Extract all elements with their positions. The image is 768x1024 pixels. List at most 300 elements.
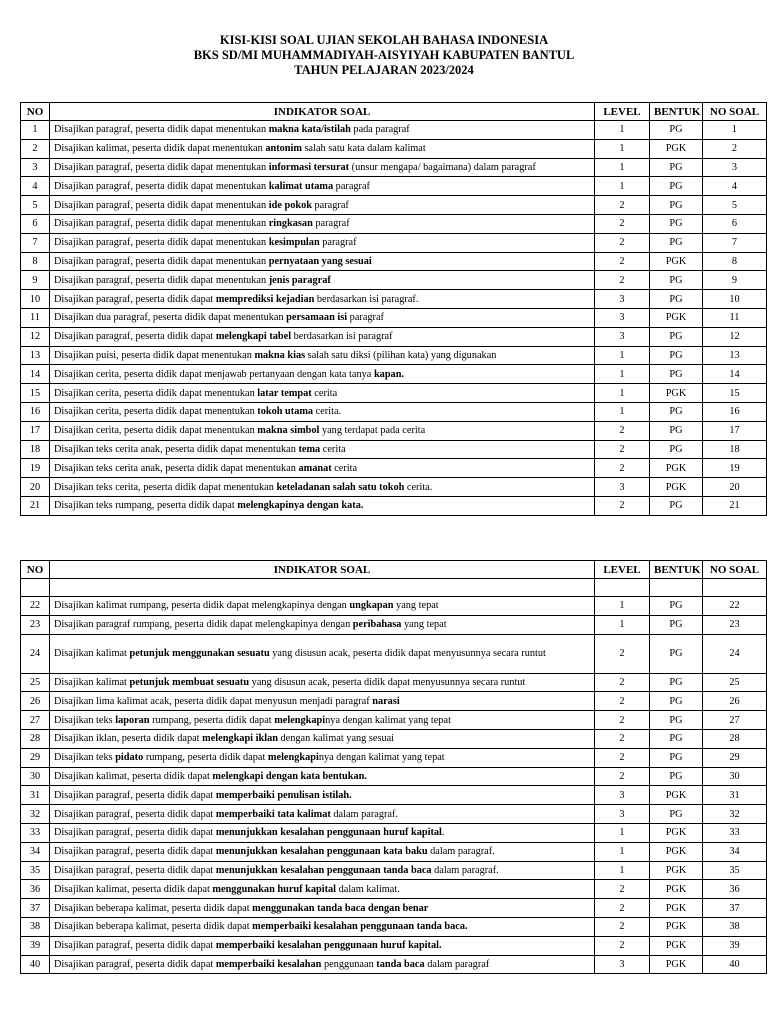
- cell-bentuk: PG: [650, 177, 703, 196]
- indikator-text: Disajikan paragraf, peserta didik dapat menentukan: [54, 274, 269, 286]
- indikator-keyword: memperbaiki kesalahan penggunaan tanda baca.: [252, 921, 468, 933]
- cell-indikator: [50, 955, 595, 974]
- cell-indikator: [50, 899, 595, 918]
- cell-no-soal: 7: [703, 233, 767, 252]
- cell-no: 15: [21, 384, 50, 403]
- indikator-keyword: persamaan isi: [286, 312, 348, 324]
- cell-level: 1: [595, 384, 650, 403]
- cell-indikator: [50, 421, 595, 440]
- indikator-text: Disajikan lima kalimat acak, peserta didik dapat menyusun menjadi paragraf: [54, 695, 373, 707]
- cell-no: 9: [21, 271, 50, 290]
- cell-bentuk: PG: [650, 692, 703, 711]
- empty-cell: [21, 579, 50, 597]
- cell-level: 3: [595, 290, 650, 309]
- cell-indikator: [50, 271, 595, 290]
- table-row: [21, 365, 767, 384]
- table-row: [21, 196, 767, 215]
- indikator-keyword: menunjukkan kesalahan penggunaan huruf kapital: [215, 827, 442, 839]
- cell-no-soal: 9: [703, 271, 767, 290]
- cell-no: 33: [21, 823, 50, 842]
- table-row: [21, 955, 767, 974]
- indikator-keyword: melengkapi: [267, 752, 319, 764]
- indikator-text: paragraf: [312, 218, 350, 230]
- table-row: [21, 402, 767, 421]
- cell-level: 2: [595, 880, 650, 899]
- cell-no-soal: 23: [703, 615, 767, 634]
- indikator-keyword: kesimpulan: [268, 237, 320, 249]
- cell-no: 39: [21, 936, 50, 955]
- cell-level: 2: [595, 214, 650, 233]
- cell-level: 2: [595, 634, 650, 673]
- indikator-text: dalam paragraf: [424, 958, 490, 970]
- indikator-text: Disajikan paragraf, peserta didik dapat menentukan: [54, 124, 269, 136]
- cell-level: 1: [595, 346, 650, 365]
- indikator-keyword: petunjuk membuat sesuatu: [129, 676, 250, 688]
- indikator-text: yang disusun acak, peserta didik dapat menyusunnya secara runtut: [269, 648, 546, 660]
- cell-indikator: [50, 767, 595, 786]
- indikator-keyword: menunjukkan kesalahan penggunaan tanda baca: [215, 864, 432, 876]
- table-row: [21, 805, 767, 824]
- indikator-text: nya dengan kalimat yang tepat: [318, 752, 445, 764]
- indikator-keyword: jenis paragraf: [268, 274, 331, 286]
- indikator-text: paragraf: [347, 312, 384, 324]
- cell-bentuk: PG: [650, 327, 703, 346]
- cell-no-soal: 29: [703, 748, 767, 767]
- cell-no-soal: 3: [703, 158, 767, 177]
- table-header-row: [21, 103, 767, 121]
- indikator-keyword: laporan: [115, 714, 150, 726]
- col-header-bentuk: BENTUK: [650, 561, 703, 579]
- cell-no-soal: 16: [703, 402, 767, 421]
- cell-no: 6: [21, 214, 50, 233]
- indikator-keyword: ide pokok: [268, 199, 312, 211]
- cell-bentuk: PGK: [650, 786, 703, 805]
- indikator-text: Disajikan paragraf, peserta didik dapat: [54, 808, 216, 820]
- cell-level: 2: [595, 711, 650, 730]
- cell-level: 2: [595, 440, 650, 459]
- cell-no-soal: 24: [703, 634, 767, 673]
- cell-indikator: [50, 496, 595, 515]
- indikator-keyword: antonim: [265, 143, 302, 155]
- cell-no-soal: 26: [703, 692, 767, 711]
- indikator-keyword: melengkapi iklan: [202, 733, 278, 745]
- cell-bentuk: PG: [650, 290, 703, 309]
- indikator-text: dalam paragraf.: [427, 846, 495, 858]
- cell-no: 20: [21, 478, 50, 497]
- cell-bentuk: PG: [650, 440, 703, 459]
- cell-no-soal: 13: [703, 346, 767, 365]
- indikator-keyword: memperbaiki tata kalimat: [215, 808, 331, 820]
- cell-bentuk: PGK: [650, 880, 703, 899]
- kisi-kisi-table-2: [20, 560, 767, 974]
- indikator-text: yang disusun acak, peserta didik dapat menyusunnya secara runtut: [249, 676, 526, 688]
- indikator-text: Disajikan paragraf, peserta didik dapat menentukan: [54, 237, 269, 249]
- cell-bentuk: PG: [650, 365, 703, 384]
- cell-no-soal: 28: [703, 729, 767, 748]
- cell-indikator: [50, 308, 595, 327]
- indikator-text: Disajikan beberapa kalimat, peserta didik dapat: [54, 921, 253, 933]
- indikator-keyword: memprediksi kejadian: [215, 293, 315, 305]
- table-row: [21, 729, 767, 748]
- indikator-text: cerita.: [313, 406, 342, 418]
- cell-bentuk: PG: [650, 271, 703, 290]
- indikator-text: Disajikan cerita, peserta didik dapat menjawab pertanyaan dengan kata tanya: [54, 368, 374, 380]
- indikator-text: nya dengan kalimat yang tepat: [325, 714, 451, 726]
- indikator-keyword: narasi: [372, 695, 400, 707]
- cell-bentuk: PG: [650, 196, 703, 215]
- indikator-keyword: melengkapi: [274, 714, 326, 726]
- cell-level: 2: [595, 729, 650, 748]
- header-year: TAHUN PELAJARAN 2023/2024: [294, 63, 474, 77]
- cell-bentuk: PGK: [650, 139, 703, 158]
- cell-no: 40: [21, 955, 50, 974]
- indikator-keyword: kapan.: [373, 368, 404, 380]
- cell-indikator: [50, 634, 595, 673]
- cell-indikator: [50, 402, 595, 421]
- cell-level: 1: [595, 177, 650, 196]
- cell-no: 19: [21, 459, 50, 478]
- cell-level: 3: [595, 327, 650, 346]
- cell-level: 1: [595, 365, 650, 384]
- cell-level: 1: [595, 615, 650, 634]
- col-header-no: NO: [21, 103, 50, 121]
- cell-indikator: [50, 880, 595, 899]
- cell-no-soal: 4: [703, 177, 767, 196]
- cell-indikator: [50, 673, 595, 692]
- cell-bentuk: PGK: [650, 899, 703, 918]
- cell-indikator: [50, 748, 595, 767]
- empty-cell: [595, 579, 650, 597]
- cell-bentuk: PG: [650, 402, 703, 421]
- cell-no: 18: [21, 440, 50, 459]
- indikator-keyword: amanat: [298, 462, 332, 474]
- indikator-text: yang tepat: [393, 600, 439, 612]
- cell-no-soal: 37: [703, 899, 767, 918]
- table-row: [21, 634, 767, 673]
- cell-no-soal: 19: [703, 459, 767, 478]
- indikator-keyword: pidato: [115, 752, 144, 764]
- cell-bentuk: PG: [650, 597, 703, 616]
- cell-indikator: [50, 327, 595, 346]
- indikator-text: Disajikan kalimat rumpang, peserta didik dapat melengkapinya dengan: [54, 600, 350, 612]
- indikator-keyword: memperbaiki kesalahan: [215, 958, 322, 970]
- empty-cell: [703, 579, 767, 597]
- empty-cell: [650, 579, 703, 597]
- table-row: [21, 177, 767, 196]
- indikator-keyword: melengkapi dengan kata bentukan.: [212, 770, 367, 782]
- indikator-text: Disajikan teks cerita, peserta didik dapat menentukan: [54, 481, 277, 493]
- table-row: [21, 440, 767, 459]
- cell-bentuk: PG: [650, 748, 703, 767]
- table-row: [21, 459, 767, 478]
- cell-no-soal: 38: [703, 917, 767, 936]
- indikator-text: rumpang, peserta didik dapat: [149, 714, 275, 726]
- indikator-keyword: informasi tersurat: [268, 161, 350, 173]
- indikator-text: Disajikan paragraf rumpang, peserta didik dapat melengkapinya dengan: [54, 619, 353, 631]
- cell-indikator: [50, 692, 595, 711]
- indikator-keyword: latar tempat: [257, 387, 312, 399]
- cell-no-soal: 14: [703, 365, 767, 384]
- indikator-keyword: tema: [298, 443, 321, 455]
- indikator-text: Disajikan kalimat, peserta didik dapat menentukan: [54, 143, 266, 155]
- cell-level: 1: [595, 158, 650, 177]
- indikator-text: Disajikan teks cerita anak, peserta didik dapat menentukan: [54, 443, 299, 455]
- table-row: [21, 786, 767, 805]
- cell-level: 3: [595, 805, 650, 824]
- cell-no: 30: [21, 767, 50, 786]
- cell-bentuk: PG: [650, 711, 703, 730]
- cell-no-soal: 2: [703, 139, 767, 158]
- cell-no: 14: [21, 365, 50, 384]
- cell-level: 1: [595, 139, 650, 158]
- indikator-text: Disajikan teks: [54, 752, 116, 764]
- kisi-kisi-table-1: [20, 102, 767, 516]
- cell-bentuk: PG: [650, 634, 703, 673]
- cell-no-soal: 35: [703, 861, 767, 880]
- indikator-text: Disajikan paragraf, peserta didik dapat: [54, 331, 216, 343]
- cell-no-soal: 39: [703, 936, 767, 955]
- cell-bentuk: PGK: [650, 384, 703, 403]
- cell-no: 16: [21, 402, 50, 421]
- cell-indikator: [50, 158, 595, 177]
- cell-no: 25: [21, 673, 50, 692]
- indikator-text: dalam kalimat.: [336, 883, 400, 895]
- indikator-text: Disajikan kalimat: [54, 648, 130, 660]
- table-row: [21, 823, 767, 842]
- indikator-text: Disajikan paragraf, peserta didik dapat: [54, 846, 216, 858]
- indikator-keyword: makna kata/istilah: [268, 124, 351, 136]
- cell-no-soal: 8: [703, 252, 767, 271]
- cell-no-soal: 1: [703, 121, 767, 140]
- indikator-text: yang terdapat pada cerita: [319, 425, 426, 437]
- cell-no: 7: [21, 233, 50, 252]
- indikator-keyword: keteladanan salah satu tokoh: [276, 481, 405, 493]
- indikator-text: pada paragraf: [350, 124, 410, 136]
- indikator-text: cerita: [320, 443, 346, 455]
- empty-cell: [50, 579, 595, 597]
- cell-level: 2: [595, 233, 650, 252]
- cell-level: 3: [595, 308, 650, 327]
- cell-no-soal: 30: [703, 767, 767, 786]
- indikator-text: Disajikan paragraf, peserta didik dapat menentukan: [54, 255, 269, 267]
- indikator-text: cerita.: [404, 481, 433, 493]
- cell-no-soal: 32: [703, 805, 767, 824]
- indikator-text: Disajikan puisi, peserta didik dapat menentukan: [54, 349, 255, 361]
- indikator-keyword: menggunakan huruf kapital: [212, 883, 337, 895]
- table-row: [21, 271, 767, 290]
- cell-level: 1: [595, 823, 650, 842]
- indikator-text: Disajikan paragraf, peserta didik dapat menentukan: [54, 218, 269, 230]
- col-header-level: LEVEL: [595, 103, 650, 121]
- indikator-keyword: makna simbol: [257, 425, 320, 437]
- cell-bentuk: PGK: [650, 478, 703, 497]
- cell-indikator: [50, 196, 595, 215]
- col-header-indikator: INDIKATOR SOAL: [50, 561, 595, 579]
- col-header-no-soal: NO SOAL: [703, 103, 767, 121]
- cell-no-soal: 20: [703, 478, 767, 497]
- table-row: [21, 252, 767, 271]
- cell-indikator: [50, 711, 595, 730]
- cell-no: 22: [21, 597, 50, 616]
- table-row: [21, 936, 767, 955]
- cell-level: 1: [595, 402, 650, 421]
- indikator-keyword: melengkapi tabel: [215, 331, 292, 343]
- cell-level: 3: [595, 955, 650, 974]
- cell-no-soal: 21: [703, 496, 767, 515]
- indikator-text: Disajikan kalimat, peserta didik dapat: [54, 770, 213, 782]
- cell-indikator: [50, 121, 595, 140]
- indikator-text: .: [441, 827, 445, 839]
- cell-indikator: [50, 214, 595, 233]
- cell-no: 36: [21, 880, 50, 899]
- indikator-text: rumpang, peserta didik dapat: [143, 752, 268, 764]
- table-row: [21, 421, 767, 440]
- indikator-text: Disajikan paragraf, peserta didik dapat menentukan: [54, 180, 269, 192]
- table-row: [21, 139, 767, 158]
- indikator-text: Disajikan kalimat: [54, 676, 130, 688]
- cell-indikator: [50, 823, 595, 842]
- table-row: [21, 899, 767, 918]
- cell-no-soal: 40: [703, 955, 767, 974]
- cell-no: 2: [21, 139, 50, 158]
- cell-no-soal: 11: [703, 308, 767, 327]
- cell-no: 13: [21, 346, 50, 365]
- cell-bentuk: PGK: [650, 252, 703, 271]
- cell-level: 2: [595, 196, 650, 215]
- cell-level: 2: [595, 252, 650, 271]
- cell-level: 1: [595, 121, 650, 140]
- table-row: [21, 597, 767, 616]
- cell-indikator: [50, 365, 595, 384]
- cell-indikator: [50, 346, 595, 365]
- header-subtitle: BKS SD/MI MUHAMMADIYAH-AISYIYAH KABUPATEN BANTUL: [193, 48, 575, 62]
- cell-level: 2: [595, 692, 650, 711]
- cell-no-soal: 5: [703, 196, 767, 215]
- cell-bentuk: PG: [650, 673, 703, 692]
- cell-no: 26: [21, 692, 50, 711]
- cell-no: 3: [21, 158, 50, 177]
- table-row: [21, 384, 767, 403]
- cell-no-soal: 10: [703, 290, 767, 309]
- cell-level: 2: [595, 917, 650, 936]
- col-header-level: LEVEL: [595, 561, 650, 579]
- indikator-text: yang tepat: [401, 619, 447, 631]
- cell-bentuk: PG: [650, 214, 703, 233]
- indikator-text: Disajikan cerita, peserta didik dapat menentukan: [54, 387, 258, 399]
- cell-bentuk: PG: [650, 158, 703, 177]
- cell-bentuk: PG: [650, 346, 703, 365]
- cell-no: 27: [21, 711, 50, 730]
- cell-level: 3: [595, 786, 650, 805]
- table-row: [21, 861, 767, 880]
- cell-no: 17: [21, 421, 50, 440]
- indikator-text: dalam paragraf.: [330, 808, 398, 820]
- table-row: [21, 496, 767, 515]
- cell-bentuk: PGK: [650, 861, 703, 880]
- cell-bentuk: PG: [650, 233, 703, 252]
- cell-no-soal: 18: [703, 440, 767, 459]
- cell-no: 28: [21, 729, 50, 748]
- cell-no: 8: [21, 252, 50, 271]
- indikator-text: Disajikan cerita, peserta didik dapat menentukan: [54, 406, 258, 418]
- cell-indikator: [50, 139, 595, 158]
- cell-no-soal: 27: [703, 711, 767, 730]
- indikator-keyword: tokoh utama: [257, 406, 314, 418]
- indikator-text: Disajikan teks rumpang, peserta didik dapat: [54, 500, 238, 512]
- cell-indikator: [50, 177, 595, 196]
- table-row: [21, 290, 767, 309]
- cell-no-soal: 12: [703, 327, 767, 346]
- indikator-text: cerita: [331, 462, 358, 474]
- cell-no-soal: 15: [703, 384, 767, 403]
- col-header-bentuk: BENTUK: [650, 103, 703, 121]
- cell-level: 2: [595, 899, 650, 918]
- table-row: [21, 615, 767, 634]
- indikator-text: penggunaan: [321, 958, 377, 970]
- indikator-keyword: tanda baca: [376, 958, 425, 970]
- cell-bentuk: PGK: [650, 936, 703, 955]
- cell-no: 34: [21, 842, 50, 861]
- indikator-text: Disajikan paragraf, peserta didik dapat: [54, 864, 216, 876]
- cell-bentuk: PGK: [650, 917, 703, 936]
- indikator-keyword: memperbaiki penulisan istilah.: [215, 789, 352, 801]
- cell-no: 10: [21, 290, 50, 309]
- indikator-text: Disajikan paragraf, peserta didik dapat: [54, 940, 216, 952]
- cell-no: 38: [21, 917, 50, 936]
- cell-no: 37: [21, 899, 50, 918]
- cell-indikator: [50, 440, 595, 459]
- cell-bentuk: PG: [650, 421, 703, 440]
- cell-indikator: [50, 615, 595, 634]
- cell-no: 24: [21, 634, 50, 673]
- document-header: [0, 33, 768, 78]
- cell-indikator: [50, 786, 595, 805]
- table-row: [21, 158, 767, 177]
- table-row: [21, 327, 767, 346]
- cell-no-soal: 31: [703, 786, 767, 805]
- indikator-keyword: petunjuk menggunakan sesuatu: [129, 648, 270, 660]
- col-header-indikator: INDIKATOR SOAL: [50, 103, 595, 121]
- indikator-text: paragraf: [333, 180, 370, 192]
- cell-level: 2: [595, 459, 650, 478]
- col-header-no: NO: [21, 561, 50, 579]
- cell-no-soal: 34: [703, 842, 767, 861]
- cell-bentuk: PG: [650, 805, 703, 824]
- cell-no: 21: [21, 496, 50, 515]
- cell-indikator: [50, 917, 595, 936]
- table-row: [21, 233, 767, 252]
- cell-no-soal: 33: [703, 823, 767, 842]
- cell-no: 5: [21, 196, 50, 215]
- indikator-text: Disajikan teks: [54, 714, 116, 726]
- indikator-text: Disajikan paragraf, peserta didik dapat menentukan: [54, 161, 269, 173]
- cell-indikator: [50, 478, 595, 497]
- indikator-keyword: ungkapan: [349, 600, 394, 612]
- cell-level: 2: [595, 936, 650, 955]
- cell-level: 2: [595, 271, 650, 290]
- cell-no: 23: [21, 615, 50, 634]
- cell-indikator: [50, 597, 595, 616]
- indikator-text: (unsur mengapa/ bagaimana) dalam paragraf: [349, 161, 536, 173]
- indikator-text: Disajikan iklan, peserta didik dapat: [54, 733, 203, 745]
- indikator-keyword: peribahasa: [352, 619, 402, 631]
- indikator-keyword: pernyataan yang sesuai: [268, 255, 372, 267]
- cell-level: 2: [595, 673, 650, 692]
- indikator-text: cerita: [311, 387, 338, 399]
- table-row: [21, 121, 767, 140]
- indikator-keyword: memperbaiki kesalahan penggunaan huruf kapital.: [215, 940, 442, 952]
- cell-no: 31: [21, 786, 50, 805]
